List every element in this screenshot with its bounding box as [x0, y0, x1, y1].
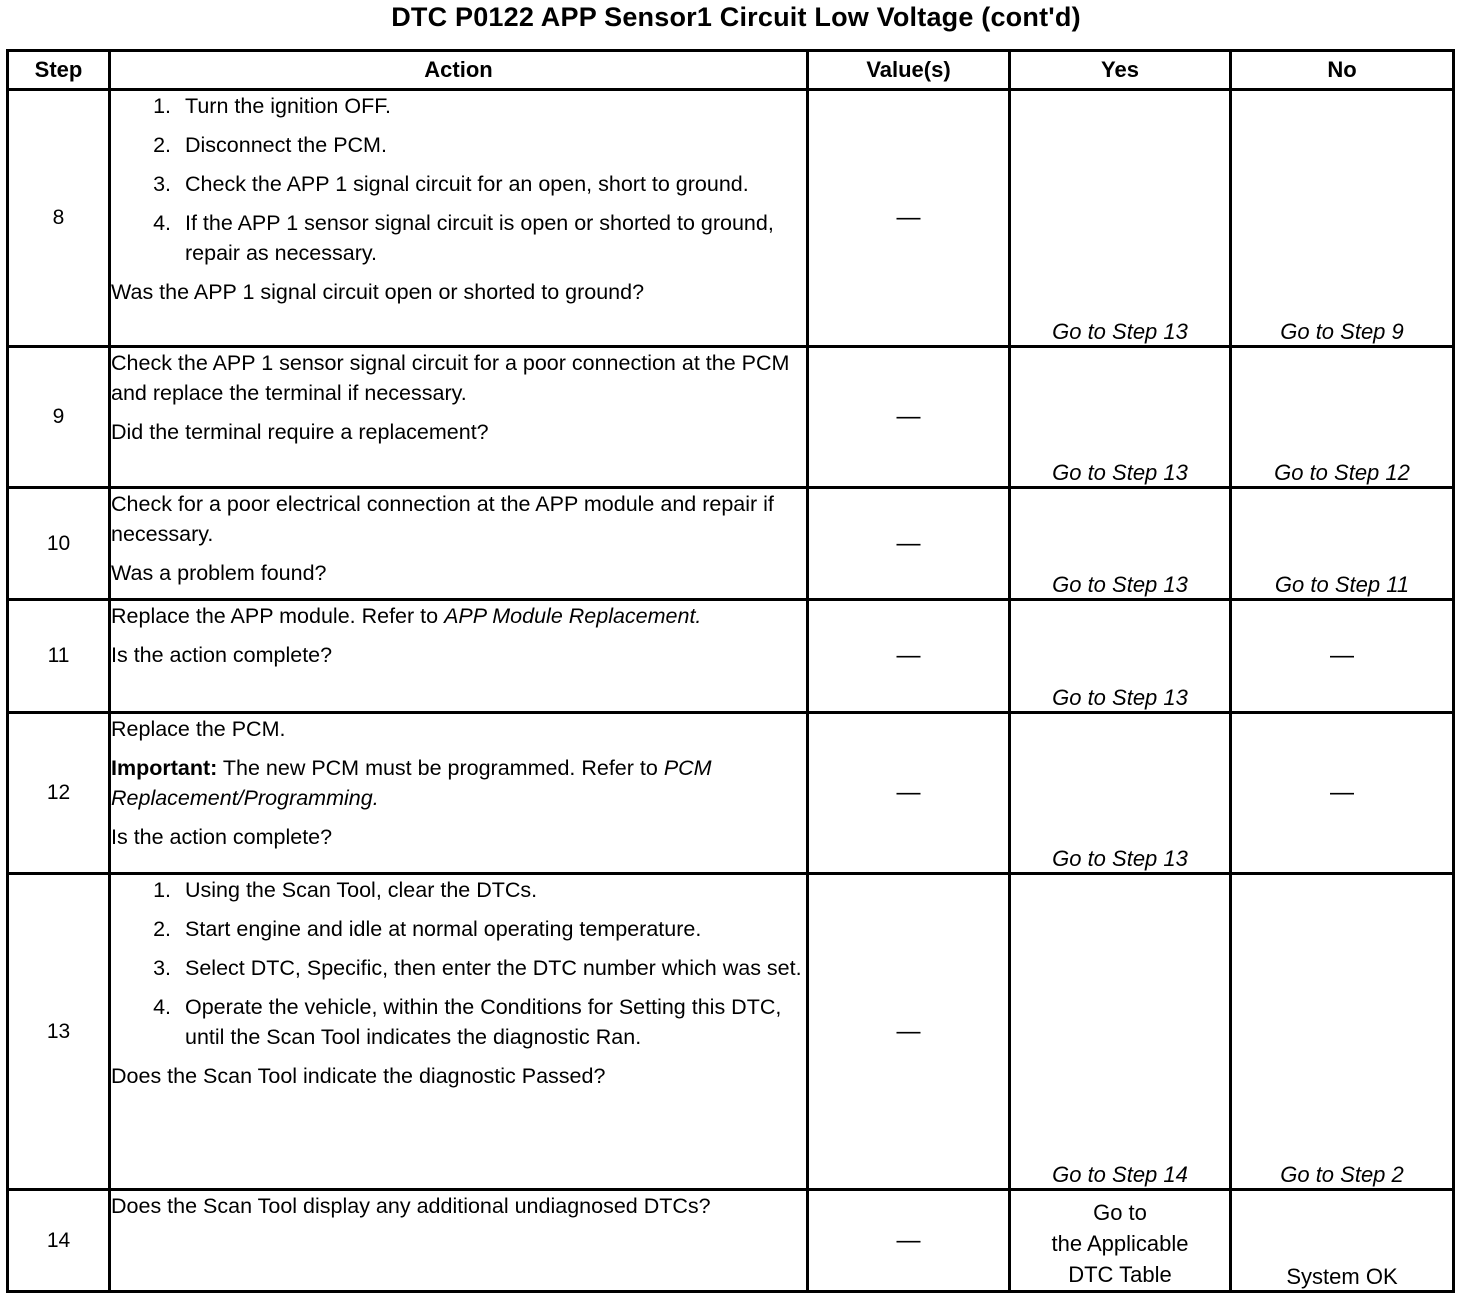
step-number: 11	[8, 600, 110, 713]
list-item: 3. Select DTC, Specific, then enter the DTC number which was set.	[177, 953, 806, 983]
action-question: Did the terminal require a replacement?	[111, 420, 489, 444]
step-number: 9	[8, 347, 110, 488]
action-cell	[110, 874, 808, 1190]
action-question: Does the Scan Tool display any additional undiagnosed DTCs?	[111, 1194, 711, 1218]
value-cell: —	[808, 1190, 1010, 1292]
table-row-step-10	[8, 488, 1454, 600]
action-cell	[110, 347, 808, 488]
step-number: 14	[8, 1190, 110, 1292]
value-cell: —	[808, 488, 1010, 600]
header-step: Step	[8, 51, 110, 90]
list-item: 2. Start engine and idle at normal operating temperature.	[177, 914, 806, 944]
yes-cell: Go to Step 13	[1010, 488, 1231, 600]
important-text: The new PCM must be programmed. Refer to	[217, 756, 664, 780]
header-no: No	[1231, 51, 1454, 90]
list-item: 2. Disconnect the PCM.	[177, 130, 806, 160]
important-note	[111, 753, 806, 813]
yes-cell: Go to Step 13	[1010, 600, 1231, 713]
action-text: Replace the PCM.	[111, 717, 286, 741]
table-row-step-12	[8, 713, 1454, 874]
table-row-step-11	[8, 600, 1454, 713]
table-header-row	[8, 51, 1454, 90]
table-row-step-9	[8, 347, 1454, 488]
yes-line: Go to	[1093, 1200, 1147, 1225]
list-item: 3. Check the APP 1 signal circuit for an open, short to ground.	[177, 169, 806, 199]
value-cell: —	[808, 600, 1010, 713]
step-number: 13	[8, 874, 110, 1190]
step-number: 8	[8, 90, 110, 347]
action-text	[111, 601, 806, 631]
list-item: 4. If the APP 1 sensor signal circuit is open or shorted to ground, repair as necessary.	[177, 208, 806, 268]
action-cell	[110, 713, 808, 874]
value-cell: —	[808, 90, 1010, 347]
step-number: 12	[8, 713, 110, 874]
list-item: 1. Using the Scan Tool, clear the DTCs.	[177, 875, 806, 905]
action-question: Is the action complete?	[111, 825, 333, 849]
action-text-prefix: Replace the APP module. Refer to	[111, 604, 445, 628]
no-cell: —	[1231, 713, 1454, 874]
action-text: Check the APP 1 sensor signal circuit for a poor connection at the PCM and replace the terminal if necessary.	[111, 351, 790, 405]
action-cell	[110, 1190, 808, 1292]
yes-cell: Go to Step 13	[1010, 347, 1231, 488]
header-yes: Yes	[1010, 51, 1231, 90]
no-cell: —	[1231, 600, 1454, 713]
value-cell: —	[808, 713, 1010, 874]
important-label: Important:	[111, 756, 218, 780]
list-item: 1. Turn the ignition OFF.	[177, 91, 806, 121]
page-title: DTC P0122 APP Sensor1 Circuit Low Voltage (cont'd)	[391, 2, 1081, 32]
action-question: Does the Scan Tool indicate the diagnostic Passed?	[111, 1064, 606, 1088]
yes-line: DTC Table	[1068, 1262, 1172, 1287]
action-cell	[110, 90, 808, 347]
no-cell: Go to Step 12	[1231, 347, 1454, 488]
step-number: 10	[8, 488, 110, 600]
no-cell: System OK	[1231, 1190, 1454, 1292]
list-item: 4. Operate the vehicle, within the Conditions for Setting this DTC, until the Scan Tool indicates the diagnostic Ran.	[177, 992, 806, 1052]
yes-cell: Go to Step 13	[1010, 90, 1231, 347]
action-cell	[110, 488, 808, 600]
yes-cell: Go to Step 14	[1010, 874, 1231, 1190]
table-row-step-8	[8, 90, 1454, 347]
header-values: Value(s)	[808, 51, 1010, 90]
reference-link: PCM Replacement/Programming.	[111, 756, 712, 810]
yes-cell: Go to Step 13	[1010, 713, 1231, 874]
action-question: Is the action complete?	[111, 643, 333, 667]
action-text: Check for a poor electrical connection at the APP module and repair if necessary.	[111, 492, 774, 546]
action-question: Was a problem found?	[111, 561, 327, 585]
value-cell: —	[808, 347, 1010, 488]
action-list	[111, 875, 806, 1052]
action-question: Was the APP 1 signal circuit open or shorted to ground?	[111, 280, 645, 304]
diagnostic-table	[6, 49, 1455, 1293]
no-cell: Go to Step 2	[1231, 874, 1454, 1190]
no-cell: Go to Step 9	[1231, 90, 1454, 347]
value-cell: —	[808, 874, 1010, 1190]
yes-line: the Applicable	[1051, 1231, 1189, 1256]
header-action: Action	[110, 51, 808, 90]
no-cell: Go to Step 11	[1231, 488, 1454, 600]
table-row-step-13	[8, 874, 1454, 1190]
yes-cell	[1010, 1190, 1231, 1292]
action-list	[111, 91, 806, 268]
table-row-step-14	[8, 1190, 1454, 1292]
action-cell	[110, 600, 808, 713]
reference-link: APP Module Replacement.	[444, 604, 702, 628]
